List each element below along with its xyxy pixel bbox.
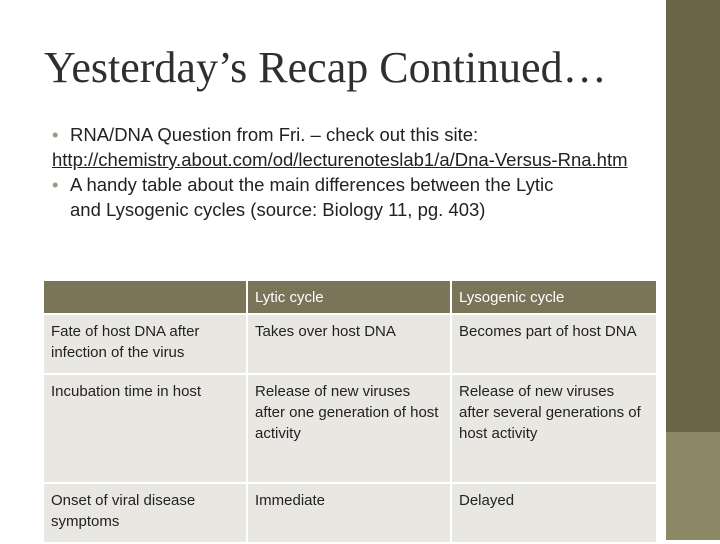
bullet-item-table-intro	[52, 172, 652, 197]
bullet-text-continuation: and Lysogenic cycles (source: Biology 11, pg. 403)	[70, 199, 486, 220]
table-cell: Fate of host DNA after infection of the virus	[43, 314, 247, 374]
table-row	[43, 314, 657, 374]
table-cell: Release of new viruses after several generations of host activity	[451, 374, 657, 483]
table-cell: Incubation time in host	[43, 374, 247, 483]
table-header-row	[43, 280, 657, 314]
table-header-cell	[43, 280, 247, 314]
table-header-cell: Lysogenic cycle	[451, 280, 657, 314]
bullet-text: RNA/DNA Question from Fri. – check out this site:	[70, 124, 479, 145]
bullet-item-rna-dna	[52, 122, 652, 147]
lytic-lysogenic-table	[42, 279, 658, 544]
table-header-cell: Lytic cycle	[247, 280, 451, 314]
table-cell: Delayed	[451, 483, 657, 543]
chemistry-about-link[interactable]: http://chemistry.about.com/od/lecturenoteslab1/a/Dna-Versus-Rna.htm	[52, 149, 628, 170]
table-cell: Immediate	[247, 483, 451, 543]
bullet-list	[52, 122, 652, 222]
table-row	[43, 374, 657, 483]
table-cell: Release of new viruses after one generation of host activity	[247, 374, 451, 483]
bullet-dot-icon: •	[52, 124, 59, 145]
table-cell: Becomes part of host DNA	[451, 314, 657, 374]
table-cell: Takes over host DNA	[247, 314, 451, 374]
table-cell: Onset of viral disease symptoms	[43, 483, 247, 543]
bullet-text: A handy table about the main differences between the Lytic	[70, 174, 554, 195]
bullet-dot-icon: •	[52, 174, 59, 195]
table-row	[43, 483, 657, 543]
decorative-side-accent	[666, 432, 720, 540]
slide-title: Yesterday’s Recap Continued…	[44, 43, 607, 92]
